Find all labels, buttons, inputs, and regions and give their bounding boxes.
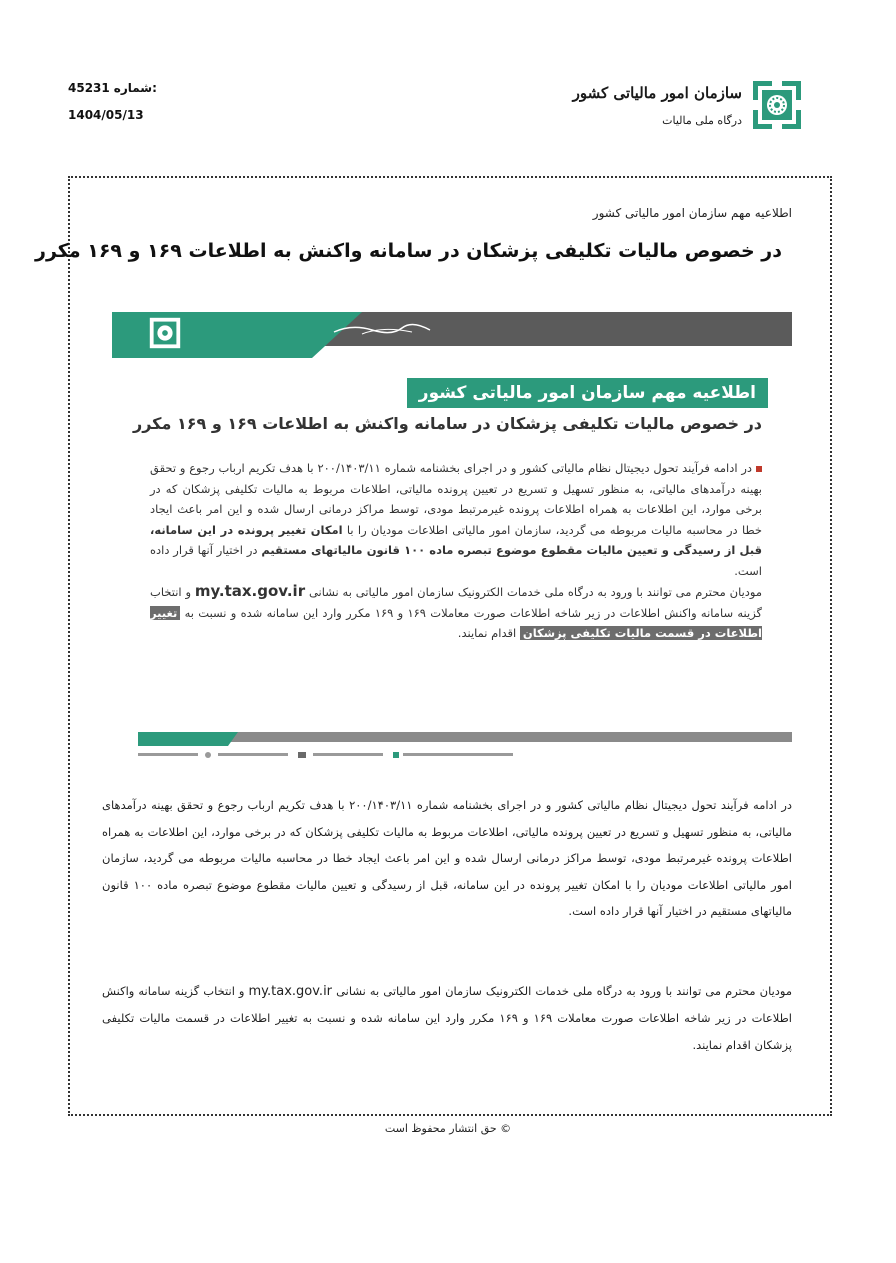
poster-subtitle: در خصوص مالیات تکلیفی پزشکان در سامانه واکنش به اطلاعات ۱۶۹ و ۱۶۹ مکرر [133, 414, 762, 433]
article-paragraph-2: مودیان محترم می توانند با ورود به درگاه ملی خدمات الکترونیک سازمان امور مالیاتی به نشانی my.tax.gov.ir و انتخاب گزینه سامانه واکنش اطلاعات در زیر شاخه اطلاعات صورت معاملات ۱۶۹ و ۱۶۹ مکرر وارد این سامانه شده و نسبت به تغییر اطلاعات در قسمت مالیات تکلیفی پزشکان اقدام نمایند. [102, 983, 792, 1052]
tax-emblem-icon [752, 80, 802, 130]
poster-slogan-script [332, 322, 432, 336]
organization-logo [572, 80, 802, 152]
announcement-label: اطلاعیه مهم سازمان امور مالیاتی کشور [592, 206, 792, 220]
poster-url: my.tax.gov.ir [194, 582, 306, 600]
poster-headline: اطلاعیه مهم سازمان امور مالیاتی کشور [407, 378, 768, 408]
poster-highlight: تغییر اطلاعات در قسمت مالیات تکلیفی پزشکان [150, 605, 762, 640]
poster-body [150, 458, 762, 644]
poster-paragraph-1: در ادامه فرآیند تحول دیجیتال نظام مالیاتی کشور و در اجرای بخشنامه شماره ۲۰۰/۱۴۰۳/۱۱ با هدف تکریم ارباب رجوع و تحقق بهینه درآمدهای مالیاتی، به منظور تسهیل و تسریع در تعیین پرونده مالیاتی، اطلاعات مربوط به مالیات تکلیفی پزشکان که در برخی موارد، این اطلاعات به همراه اطلاعات پرونده غیرمرتبط مودی، توسط مراکز درمانی ارسال شده و این امر باعث ایجاد خطا در محاسبه مالیات مربوطه می گردید، سازمان امور مالیاتی اطلاعات مودیان را با امکان تغییر پرونده در این سامانه، قبل از رسیدگی و تعیین مالیات مقطوع موضوع تبصره ماده ۱۰۰ قانون مالیاتهای مستقیم در اختیار آنها قرار داده است. [150, 461, 763, 578]
poster-bold-text: امکان تغییر پرونده در این سامانه، قبل از رسیدگی و تعیین مالیات مقطوع موضوع تبصره ماده ۱۰۰ قانون مالیاتهای مستقیم [150, 522, 763, 557]
copyright-notice: © حق انتشار محفوظ است [384, 1122, 512, 1135]
article-paragraph-1: در ادامه فرآیند تحول دیجیتال نظام مالیاتی کشور و در اجرای بخشنامه شماره ۲۰۰/۱۴۰۳/۱۱ با هدف تکریم ارباب رجوع و تحقق بهینه درآمدهای مالیاتی، به منظور تسهیل و تسریع در تعیین پرونده مالیاتی، اطلاعات مربوط به مالیات تکلیفی پزشکان که در برخی موارد، این اطلاعات به همراه اطلاعات پرونده غیرمرتبط مودی، توسط مراکز درمانی ارسال شده و این امر باعث ایجاد خطا در محاسبه مالیات مربوطه می گردید، سازمان امور مالیاتی اطلاعات مودیان را با امکان تغییر پرونده در این سامانه، قبل از رسیدگی و تعیین مالیات مقطوع موضوع تبصره ماده ۱۰۰ قانون مالیاتهای مستقیم در اختیار آنها قرار داده است. [102, 798, 792, 918]
tax-portal-url[interactable]: my.tax.gov.ir [248, 983, 333, 999]
announcement-frame [35, 176, 832, 1116]
document-date-row [68, 107, 157, 123]
document-number-label: شماره: [113, 81, 157, 95]
organization-subtitle: درگاه ملی مالیات [662, 114, 742, 127]
announcement-poster-image [112, 308, 792, 768]
document-number-row [68, 80, 157, 96]
poster-emblem-icon [146, 314, 184, 352]
page-title: در خصوص مالیات تکلیفی پزشکان در سامانه واکنش به اطلاعات ۱۶۹ و ۱۶۹ مکرر [35, 240, 782, 262]
organization-name: سازمان امور مالیاتی کشور [572, 84, 742, 102]
article-body [102, 792, 792, 1058]
poster-footer-contacts [138, 751, 518, 759]
bullet-icon [756, 466, 762, 472]
poster-header-band [112, 308, 792, 358]
document-number-value: 45231 [68, 81, 110, 95]
document-date: 1404/05/13 [68, 108, 144, 122]
poster-paragraph-2: مودیان محترم می توانند با ورود به درگاه ملی خدمات الکترونیک سازمان امور مالیاتی به نشانی my.tax.gov.ir و انتخاب گزینه سامانه واکنش اطلاعات در زیر شاخه اطلاعات صورت معاملات ۱۶۹ و ۱۶۹ مکرر وارد این سامانه شده و نسبت به تغییر اطلاعات در قسمت مالیات تکلیفی پزشکان اقدام نمایند. [150, 582, 763, 640]
document-meta [68, 80, 157, 134]
